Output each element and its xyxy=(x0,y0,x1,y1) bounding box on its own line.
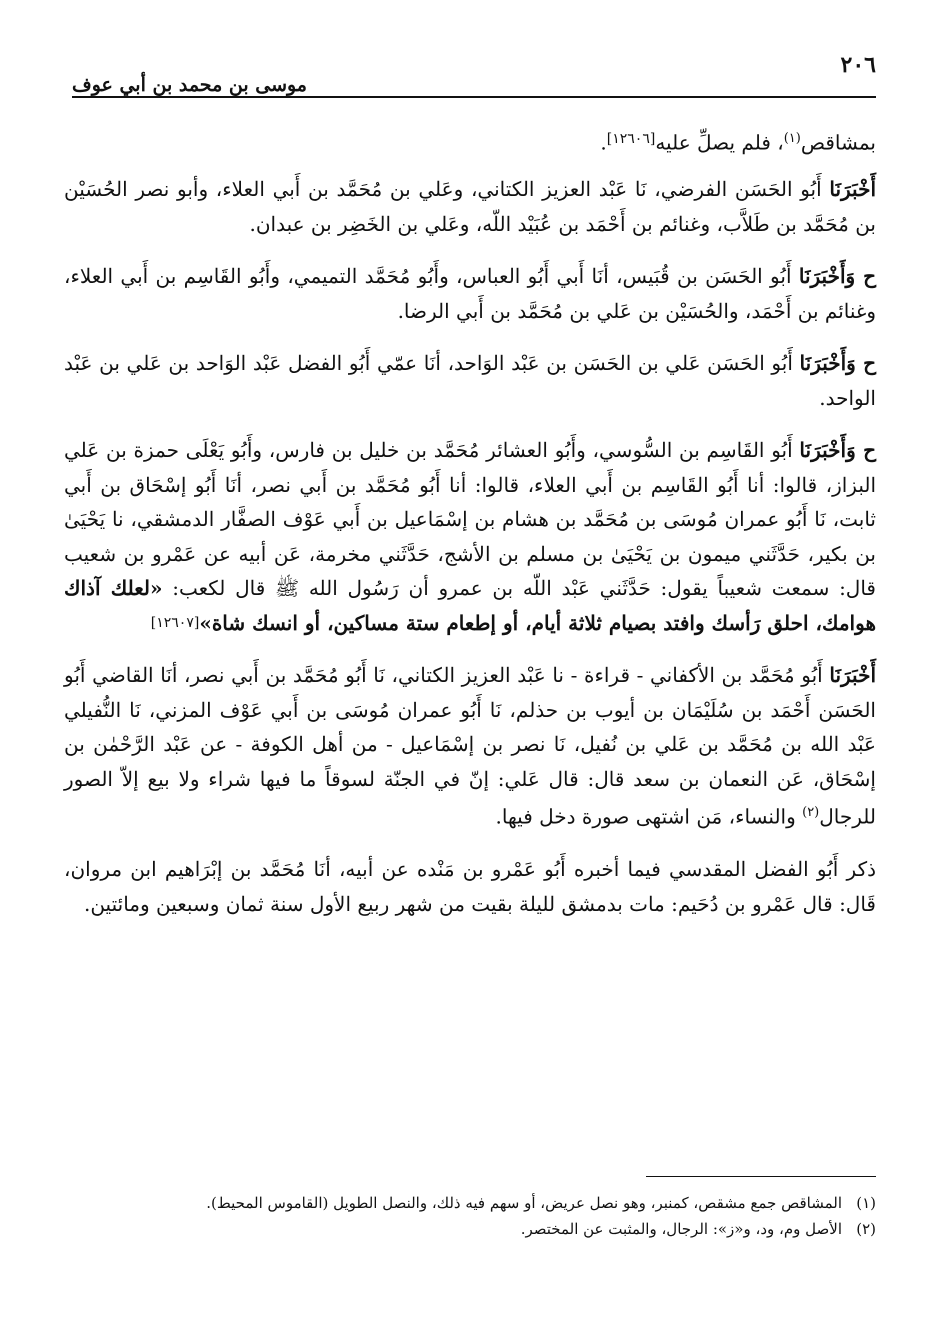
paragraph-7 xyxy=(64,852,876,921)
paragraph-text: أَبُو الحَسَن بن قُبَيس، أنَا أَبي أَبُو العباس، وأَبُو مُحَمَّد التميمي، وأَبُو القَاسِم بن أَبي العلاء، وغنائم بن أَحْمَد، والحُسَيْن بن عَلي بن مُحَمَّد بن أَبي الرضا. xyxy=(64,264,876,323)
footnote-text: الأصل وم، ود، و«ز»: الرجال، والمثبت عن المختصر. xyxy=(520,1220,842,1238)
paragraph-lead: أَخْبَرَنَا xyxy=(829,663,876,688)
paragraph-lead: ح وَأَخْبَرَنَا xyxy=(798,264,876,289)
paragraph-text: والنساء، مَن اشتهى صورة دخل فيها. xyxy=(495,804,803,829)
hadith-quote: «لعلك آذاك هوامك، احلق رَأسك وافتد بصيام ثلاثة أيام، أو إطعام ستة مساكين، أو انسك شاة» xyxy=(64,576,876,635)
paragraph-1 xyxy=(64,122,876,160)
footnote-2 xyxy=(64,1216,876,1242)
hadith-ref: [١٢٦٠٧] xyxy=(150,614,200,631)
paragraph-5 xyxy=(64,433,876,640)
paragraph-text: ذكر أَبُو الفضل المقدسي فيما أخبره أَبُو عَمْرو بن مَنْده عن أبيه، أنَا مُحَمَّد بن إبْرَاهيم ابن مروان، قَال: قال عَمْرو بن دُحَيم: مات بدمشق لليلة بقيت من شهر ربيع الأول سنة ثمان وسبعين ومائتين. xyxy=(64,857,876,916)
page-header xyxy=(72,48,876,98)
paragraph-text: أَبُو القَاسِم بن السُّوسي، وأَبُو العشائر مُحَمَّد بن خليل بن فارس، وأَبُو يَعْلَى حمزة بن عَلي البزاز، قالوا: أنا أَبُو القَاسِم بن أَبي العلاء، قالوا: أنا أَبُو مُحَمَّد بن أَبي نصر، أنَا أَبُو إسْحَاق بن أَبي ثابت، نَا أَبُو عمران مُوسَى بن مُحَمَّد بن هشام بن إسْمَاعيل بن أَبي عَوْف الصفَّار الدمشقي، نا يَحْيَىٰ بن بكير، حَدَّثَني ميمون بن يَحْيَىٰ بن مسلم بن الأشج، حَدَّثَني مخرمة، عَن أبيه عن عَمْرو بن شعيب قال: سمعت شعيباً يقول: حَدَّثَني عَبْد اللّه بن عمرو أن رَسُول الله ﷺ قال لكعب: xyxy=(64,438,876,601)
paragraph-lead: ح وَأَخْبَرَنَا xyxy=(799,438,876,463)
paragraph-lead: أَخْبَرَنَا xyxy=(829,177,876,202)
footnotes xyxy=(64,1190,876,1242)
paragraph-3 xyxy=(64,259,876,328)
paragraph-text: أَبُو الحَسَن الفرضي، نَا عَبْد العزيز الكتاني، وعَلي بن مُحَمَّد بن أَبي العلاء، وأبو نصر الحُسَيْن بن مُحَمَّد بن طَلاَّب، وغنائم بن أَحْمَد بن عُبَيْد اللّه، وعَلي بن الخَضِر بن عبدان. xyxy=(64,177,876,236)
footnote-text: المشاقص جمع مشقص، كمنبر، وهو نصل عريض، أو سهم فيه ذلك، والنصل الطويل (القاموس المحيط). xyxy=(206,1194,842,1212)
paragraph-text: أَبُو الحَسَن عَلي بن الحَسَن بن عَبْد الوَاحد، أنَا عمّي أَبُو الفضل عَبْد الوَاحد بن عَلي بن عَبْد الواحد. xyxy=(64,351,876,410)
paragraph-4 xyxy=(64,346,876,415)
paragraph-text: . xyxy=(600,130,607,155)
footnote-1 xyxy=(64,1190,876,1216)
running-title: موسى بن محمد بن أبي عوف xyxy=(72,74,307,96)
footnote-divider xyxy=(646,1176,876,1177)
paragraph-text: ، فلم يصلِّ عليه xyxy=(655,130,784,155)
page-number: ٢٠٦ xyxy=(840,52,876,78)
footnote-mark: (١) xyxy=(783,131,801,146)
paragraph-2 xyxy=(64,172,876,241)
main-text xyxy=(64,122,876,939)
paragraph-lead: ح وَأَخْبَرَنَا xyxy=(799,351,876,376)
footnote-mark: (٢) xyxy=(802,805,820,821)
paragraph-text: بمشاقص xyxy=(800,130,876,155)
paragraph-text: أَبُو مُحَمَّد بن الأكفاني - قراءة - نا عَبْد العزيز الكتاني، نَا أَبُو مُحَمَّد بن أَبي نصر، أنَا القاضي أَبُو الحَسَن أَحْمَد بن سُلَيْمَان بن أيوب بن حذلم، نَا أَبُو عمران مُوسَى بن أَبي عَوْف المزني، نَا النُّفيلي عَبْد الله بن مُحَمَّد بن عَلي بن نُفيل، نَا نصر بن إسْمَاعيل - من أهل الكوفة - عن عَبْد الرَّحْمٰن بن إسْحَاق، عَن النعمان بن سعد قال: قال عَلي: إنّ في الجنّة لسوقاً ما فيها شراء ولا بيع إلاّ الصور للرجال xyxy=(64,663,876,829)
hadith-ref: [١٢٦٠٦] xyxy=(606,131,656,147)
footnote-number: (١) xyxy=(856,1194,876,1212)
paragraph-6 xyxy=(64,658,876,834)
footnote-number: (٢) xyxy=(856,1220,876,1238)
